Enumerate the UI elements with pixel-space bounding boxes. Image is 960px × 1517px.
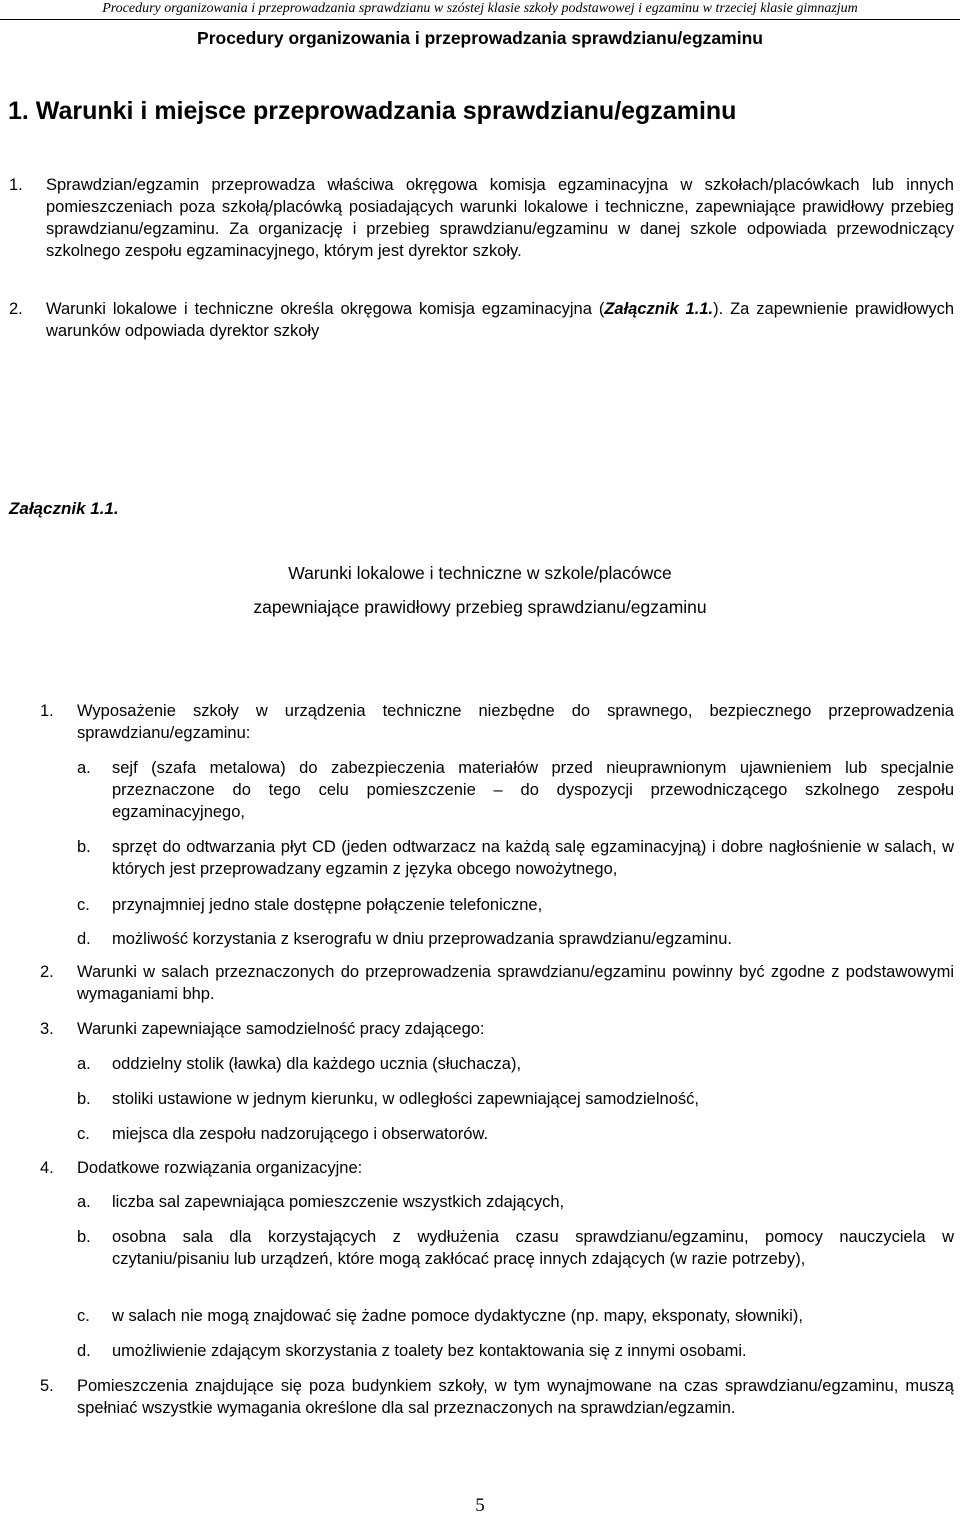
annex-subitem-text: sprzęt do odtwarzania płyt CD (jeden odtwarzacz na każdą salę egzaminacyjną) i dobre nagłośnienie w salach, w których jest przeprowadzany egzamin z języka obcego nowożytnego, <box>112 838 954 878</box>
annex-subitem-text: przynajmniej jedno stale dostępne połączenie telefoniczne, <box>112 896 543 914</box>
annex-item-text: Wyposażenie szkoły w urządzenia techniczne niezbędne do sprawnego, bezpiecznego przeprowadzenia sprawdzianu/egzaminu: <box>77 702 954 742</box>
section-point-text <box>46 298 954 342</box>
annex-item-text: Dodatkowe rozwiązania organizacyjne: <box>77 1159 363 1177</box>
annex-title-line-2: zapewniające prawidłowy przebieg sprawdzianu/egzaminu <box>253 597 707 617</box>
annex-subitem-letter: b. <box>77 1228 91 1246</box>
annex-item-number: 5. <box>40 1377 54 1395</box>
section-point-text-start: Warunki lokalowe i techniczne określa okręgowa komisja egzaminacyjna ( <box>46 300 605 318</box>
annex-reference: Załącznik 1.1. <box>604 300 714 318</box>
annex-subitem-text: umożliwienie zdającym skorzystania z toalety bez kontaktowania się z innymi osobami. <box>112 1342 747 1360</box>
annex-subitem-letter: c. <box>77 896 90 914</box>
section-point-number: 2. <box>9 300 23 318</box>
section-heading: 1. Warunki i miejsce przeprowadzania sprawdzianu/egzaminu <box>8 97 737 125</box>
annex-subitem-text: osobna sala dla korzystających z wydłużenia czasu sprawdzianu/egzaminu, pomocy nauczyciela w czytaniu/pisaniu lub urządzeń, które mogą zakłócać pracę innych zdających (w razie potrzeby), <box>112 1228 954 1268</box>
annex-label: Załącznik 1.1. <box>9 499 119 518</box>
annex-subitem-letter: a. <box>77 1055 91 1073</box>
annex-subitem-text: oddzielny stolik (ławka) dla każdego ucznia (słuchacza), <box>112 1055 522 1073</box>
annex-subitem-letter: a. <box>77 1193 91 1211</box>
annex-item-text: Warunki zapewniające samodzielność pracy zdającego: <box>77 1020 485 1038</box>
annex-subitem-letter: c. <box>77 1125 90 1143</box>
annex-subitem-letter: b. <box>77 838 91 856</box>
annex-subitem-letter: d. <box>77 930 91 948</box>
annex-item-number: 1. <box>40 702 54 720</box>
annex-title-line-1: Warunki lokalowe i techniczne w szkole/placówce <box>288 563 672 583</box>
section-point-number: 1. <box>9 176 23 194</box>
annex-subitem-text: możliwość korzystania z kserografu w dniu przeprowadzania sprawdzianu/egzaminu. <box>112 930 732 948</box>
annex-subitem-text: w salach nie mogą znajdować się żadne pomoce dydaktyczne (np. mapy, eksponaty, słowniki), <box>112 1307 803 1325</box>
annex-subitem-text: stoliki ustawione w jednym kierunku, w odległości zapewniającej samodzielność, <box>112 1090 699 1108</box>
annex-subitem-letter: b. <box>77 1090 91 1108</box>
annex-item-text: Pomieszczenia znajdujące się poza budynkiem szkoły, w tym wynajmowane na czas sprawdzianu/egzaminu, muszą spełniać wszystkie wymagania określone dla sal przeznaczonych na sprawdzian/egzamin. <box>77 1377 954 1417</box>
annex-item-number: 2. <box>40 963 54 981</box>
annex-subitem-text: sejf (szafa metalowa) do zabezpieczenia materiałów przed nieuprawnionym ujawnieniem lub specjalnie przeznaczone do tego celu pomieszczenie – do dyspozycji przewodniczącego szkolnego zespołu egzaminacyjnego, <box>112 759 954 821</box>
annex-subitem-letter: a. <box>77 759 91 777</box>
annex-subitem-text: miejsca dla zespołu nadzorującego i obserwatorów. <box>112 1125 489 1143</box>
annex-item-text: Warunki w salach przeznaczonych do przeprowadzenia sprawdzianu/egzaminu powinny być zgodne z podstawowymi wymaganiami bhp. <box>77 963 954 1003</box>
annex-subitem-text: liczba sal zapewniająca pomieszczenie wszystkich zdających, <box>112 1193 565 1211</box>
annex-subitem-letter: d. <box>77 1342 91 1360</box>
annex-item-number: 3. <box>40 1020 54 1038</box>
page-number: 5 <box>475 1495 485 1516</box>
annex-subitem-letter: c. <box>77 1307 90 1325</box>
section-point-text: Sprawdzian/egzamin przeprowadza właściwa okręgowa komisja egzaminacyjna w szkołach/placówkach lub innych pomieszczeniach poza szkołą/placówką posiadających warunki lokalowe i techniczne, zapewniające prawidłowy przebieg sprawdzianu/egzaminu. Za organizację i przebieg sprawdzianu/egzaminu w danej szkole odpowiada przewodniczący szkolnego zespołu egzaminacyjnego, którym jest dyrektor szkoły. <box>46 176 954 260</box>
header-rule <box>0 19 960 20</box>
annex-item-number: 4. <box>40 1159 54 1177</box>
document-title: Procedury organizowania i przeprowadzania sprawdzianu/egzaminu <box>197 28 763 48</box>
running-header: Procedury organizowania i przeprowadzania sprawdzianu w szóstej klasie szkoły podstawowej i egzaminu w trzeciej klasie gimnazjum <box>102 1 858 16</box>
section-point-text-end: ). Za zapewnienie prawidłowych warunków odpowiada dyrektor szkoły <box>46 300 955 340</box>
